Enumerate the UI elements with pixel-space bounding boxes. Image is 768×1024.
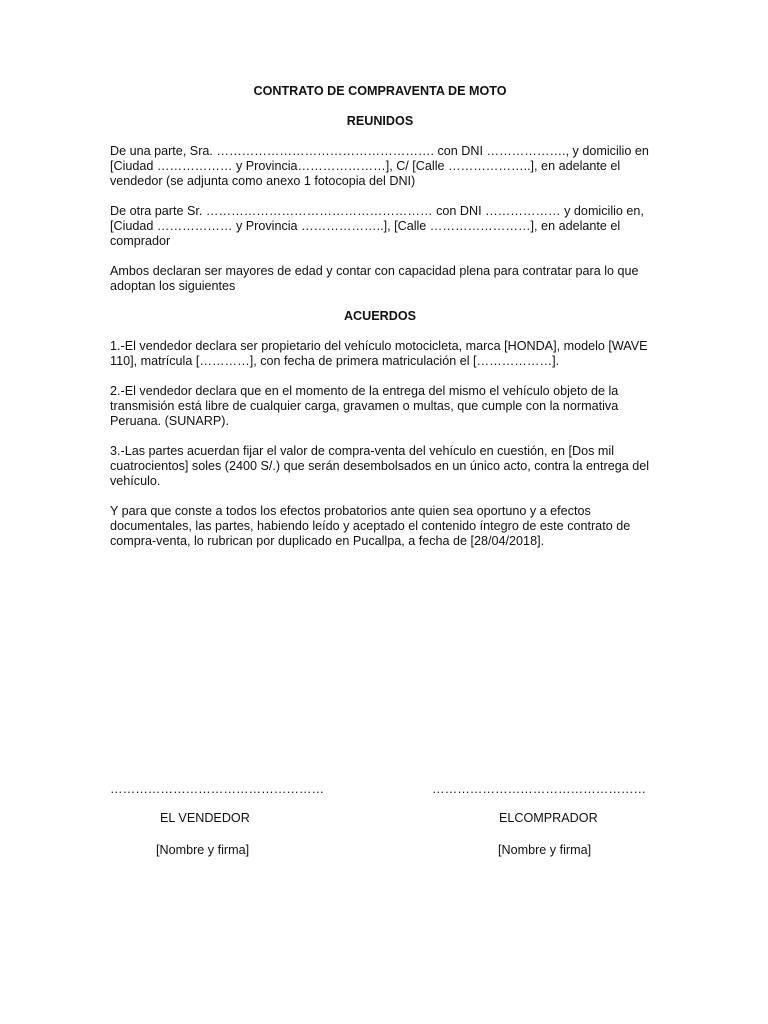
agreement-2: 2.-El vendedor declara que en el momento de la entrega del mismo el vehículo objeto de la transmisión está libre de cualquier carga, gravamen o multas, que cumple con la normativa Peruana. (SUNARP). xyxy=(110,384,619,428)
signature-block xyxy=(0,780,768,870)
document-title: CONTRATO DE COMPRAVENTA DE MOTO xyxy=(253,84,507,98)
buyer-name-placeholder: [Nombre y firma] xyxy=(498,843,592,857)
agreement-1: 1.-El vendedor declara ser propietario del vehículo motocicleta, marca [HONDA], modelo [WAVE 110], matrícula […………], con fecha de primera matriculación el [………………]. xyxy=(110,339,648,368)
agreement-3: 3.-Las partes acuerdan fijar el valor de compra-venta del vehículo en cuestión, en [Dos mil cuatrocientos] soles (2400 S/.) que serán desembolsados en un único acto, contra la entrega del vehículo. xyxy=(110,444,650,488)
contract-body xyxy=(110,84,650,564)
buyer-signature-line: …………………………………………… xyxy=(432,782,647,796)
buyer-paragraph: De otra parte Sr. ……………………………………………… con DNI ……………… y domicilio en, [Ciudad ……………… y Provincia ………………..], [Calle ……………………], en adelante el comprador xyxy=(110,204,644,248)
seller-name-placeholder: [Nombre y firma] xyxy=(156,843,250,857)
seller-signature-line: …………………………………………… xyxy=(110,782,325,796)
seller-role-label: EL VENDEDOR xyxy=(160,811,250,825)
section-heading-reunidos: REUNIDOS xyxy=(346,114,414,128)
seller-paragraph: De una parte, Sra. ……………………………………………. con DNI ………………., y domicilio en [Ciudad ……………… y Provincia…………………], C/ [Calle ………………..], en adelante el vendedor (se adjunta como anexo 1 fotocopia del DNI) xyxy=(110,144,649,188)
section-heading-acuerdos: ACUERDOS xyxy=(343,309,417,323)
capacity-paragraph: Ambos declaran ser mayores de edad y contar con capacidad plena para contratar para lo que adoptan los siguientes xyxy=(110,264,639,293)
buyer-role-label: ELCOMPRADOR xyxy=(499,811,598,825)
closing-paragraph: Y para que conste a todos los efectos probatorios ante quien sea oportuno y a efectos documentales, las partes, habiendo leído y aceptado el contenido íntegro de este contrato de compra-venta, lo rubrican por duplicado en Pucallpa, a fecha de [28/04/2018]. xyxy=(110,504,631,548)
